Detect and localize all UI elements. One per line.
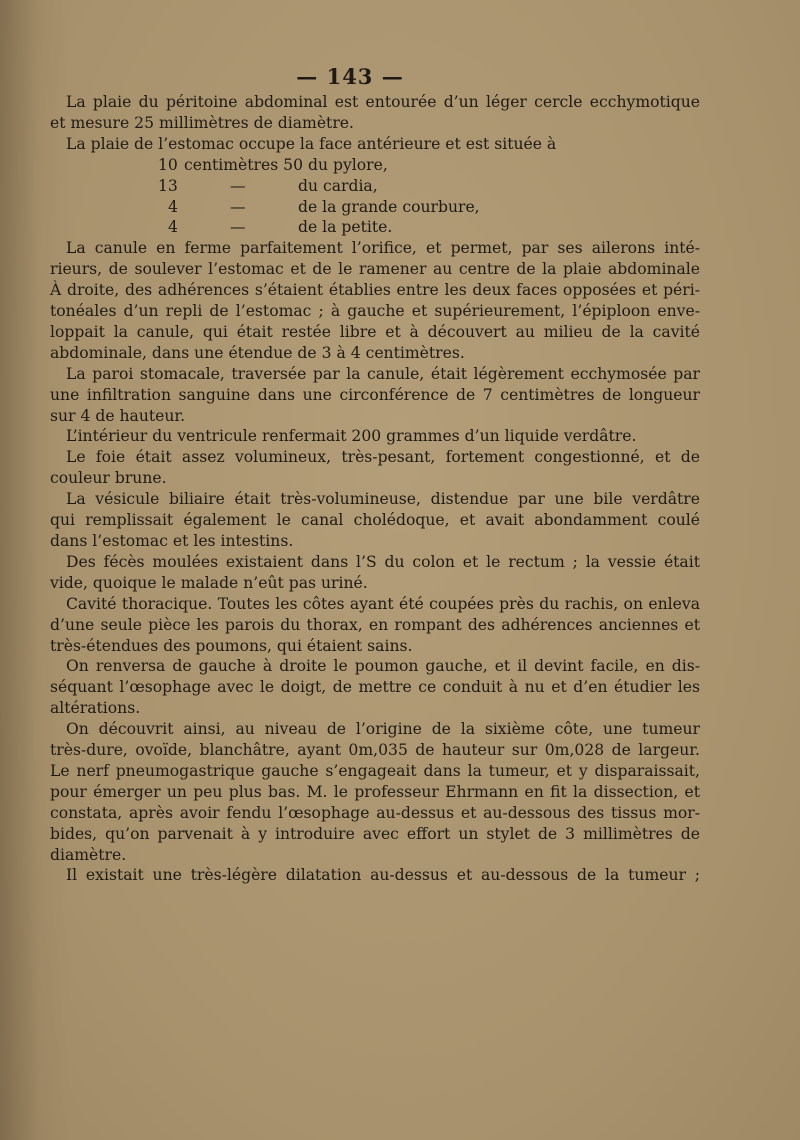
text-line: constata, après avoir fendu l’œsophage au-dessus et au-dessous des tissus mor- [50,803,700,822]
text-line: et mesure 25 millimètres de diamètre. [50,113,354,132]
text-line: abdominale, dans une étendue de 3 à 4 centimètres. [50,343,465,362]
text-line: Il existait une très-légère dilatation au-dessus et au-dessous de la tumeur ; [66,866,700,885]
text-line: une infiltration sanguine dans une circonférence de 7 centimètres de longueur [50,385,700,404]
text-line: rieurs, de soulever l’estomac et de le ramener au centre de la plaie abdominale [50,260,700,279]
ditto-dash: — [230,197,246,216]
distance-text: du cardia, [298,176,378,195]
ditto-dash: — [230,218,246,237]
distance-text: de la grande courbure, [298,197,480,216]
text-line: couleur brune. [50,469,167,488]
text-line: tonéales d’un repli de l’estomac ; à gauche et supérieurement, l’épiploon enve- [50,302,700,320]
distance-number: 13 [158,176,178,195]
text-line: séquant l’œsophage avec le doigt, de mettre ce conduit à nu et d’en étudier les [50,678,700,697]
text-line: bides, qu’on parvenait à y introduire avec effort un stylet de 3 millimètres de [50,824,700,843]
text-line: d’une seule pièce les parois du thorax, en rompant des adhérences anciennes et [50,615,700,634]
text-line: Cavité thoracique. Toutes les côtes ayant été coupées près du rachis, on enleva [66,594,700,613]
distance-text: centimètres 50 du pylore, [184,155,388,174]
distance-row [50,197,700,218]
text-line: On renversa de gauche à droite le poumon gauche, et il devint facile, en dis- [66,657,700,676]
distance-text: de la petite. [298,218,393,237]
text-line: Le nerf pneumogastrique gauche s’engageait dans la tumeur, et y disparaissait, [50,761,700,780]
text-line: qui remplissait également le canal cholédoque, et avait abondamment coulé [50,511,700,530]
distance-number: 4 [168,218,178,237]
text-line: La plaie de l’estomac occupe la face antérieure et est située à [66,134,557,153]
text-line: On découvrit ainsi, au niveau de l’origine de la sixième côte, une tumeur [66,720,700,739]
distance-row [50,217,700,238]
ditto-dash: — [230,176,246,195]
text-line: dans l’estomac et les intestins. [50,531,294,550]
distance-number: 4 [168,197,178,216]
text-line: À droite, des adhérences s’étaient établies entre les deux faces opposées et péri- [50,281,700,300]
page-text [50,92,700,886]
text-line: L’intérieur du ventricule renfermait 200 grammes d’un liquide verdâtre. [66,427,637,446]
text-line: La plaie du péritoine abdominal est entourée d’un léger cercle ecchymotique [66,93,700,111]
text-line: sur 4 de hauteur. [50,406,186,425]
text-line: La vésicule biliaire était très-volumineuse, distendue par une bile verdâtre [66,490,700,509]
page-number: — 143 — [296,64,404,89]
text-line: Le foie était assez volumineux, très-pesant, fortement congestionné, et de [66,448,700,467]
text-line: très-dure, ovoïde, blanchâtre, ayant 0m,035 de hauteur sur 0m,028 de largeur. [50,741,700,760]
text-line: vide, quoique le malade n’eût pas uriné. [50,573,368,592]
text-line: Des fécès moulées existaient dans l’S du colon et le rectum ; la vessie était [66,552,700,571]
text-line: La paroi stomacale, traversée par la canule, était légèrement ecchymosée par [66,364,700,383]
text-line: pour émerger un peu plus bas. M. le professeur Ehrmann en fit la dissection, et [50,782,700,801]
text-line: diamètre. [50,845,127,864]
distance-number: 10 [158,155,178,174]
text-line: La canule en ferme parfaitement l’orifice, et permet, par ses ailerons inté- [66,239,700,258]
body-paragraphs [50,238,700,886]
text-line: loppait la canule, qui était restée libre et à découvert au milieu de la cavité [50,322,700,341]
text-line: très-étendues des poumons, qui étaient sains. [50,636,413,655]
text-line: altérations. [50,699,141,718]
distance-row [50,176,700,197]
distance-row [50,155,700,176]
